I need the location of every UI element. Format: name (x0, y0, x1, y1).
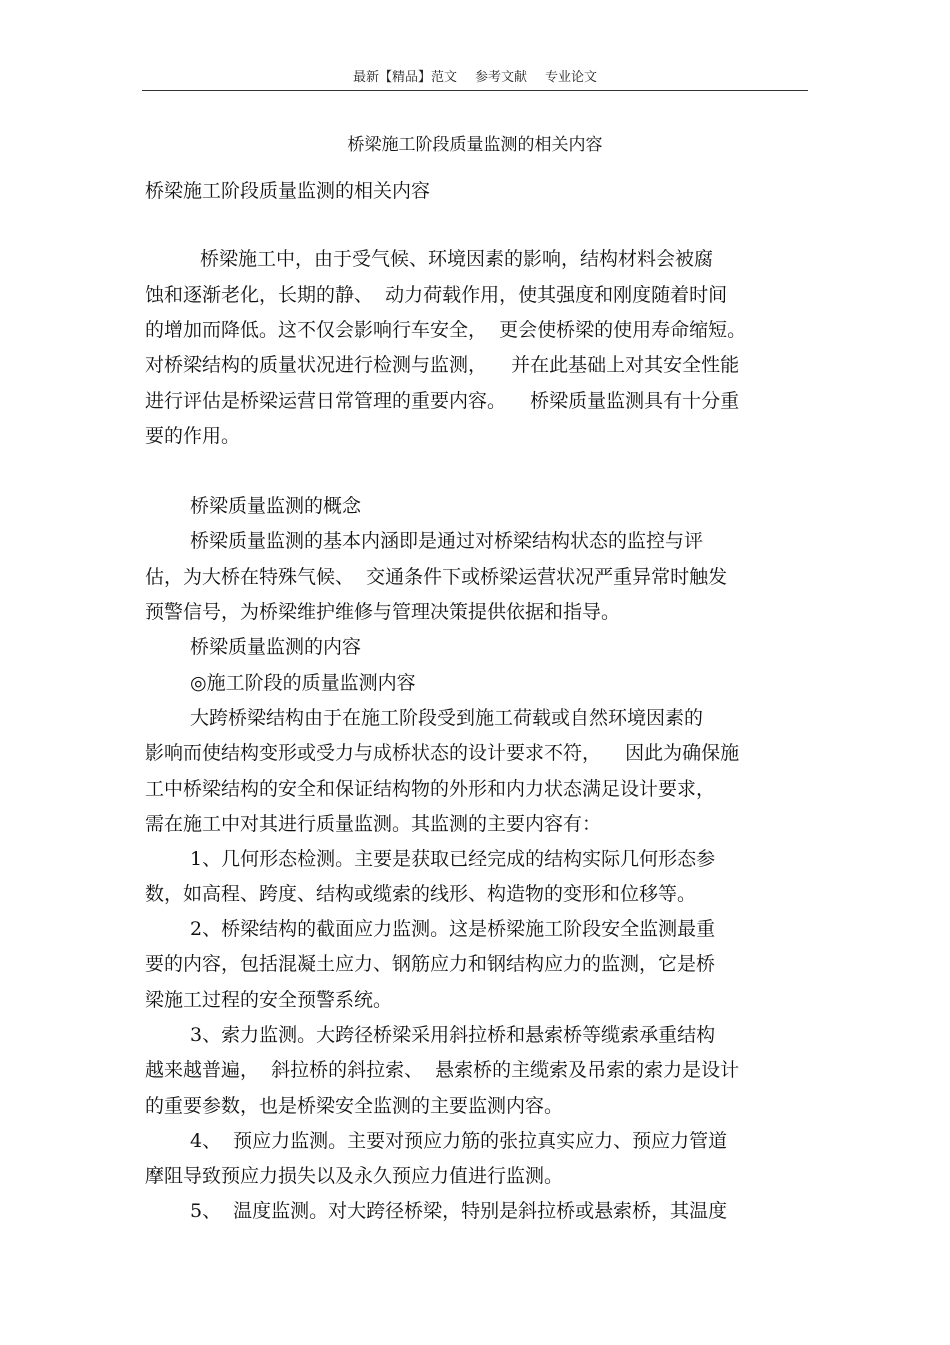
body-line: 需在施工中对其进行质量监测。其监测的主要内容有： (145, 813, 602, 835)
body-line: 摩阻导致预应力损失以及永久预应力值进行监测。 (145, 1165, 564, 1187)
list-item-prestress: 4、 预应力监测。主要对预应力筋的张拉真实应力、预应力管道 (190, 1130, 728, 1152)
body-line: 的重要参数，也是桥梁安全监测的主要监测内容。 (145, 1095, 564, 1117)
body-line: 要的内容，包括混凝土应力、钢筋应力和钢结构应力的监测，它是桥 (145, 953, 716, 975)
body-line: 预警信号，为桥梁维护维修与管理决策提供依据和指导。 (145, 601, 621, 623)
list-item-temperature: 5、 温度监测。对大跨径桥梁，特别是斜拉桥或悬索桥，其温度 (190, 1200, 728, 1222)
body-line: 要的作用。 (145, 425, 241, 447)
body-line: 梁施工过程的安全预警系统。 (145, 989, 393, 1011)
header-item-references: 参考文献 (474, 70, 527, 85)
list-item-cable-force: 3、索力监测。大跨径桥梁采用斜拉桥和悬索桥等缆索承重结构 (190, 1024, 716, 1046)
body-line: 越来越普遍， 斜拉桥的斜拉索、 悬索桥的主缆索及吊索的索力是设计 (145, 1059, 740, 1081)
body-line: 桥梁施工中，由于受气候、环境因素的影响，结构材料会被腐 (200, 248, 714, 270)
section-heading-content: 桥梁质量监测的内容 (190, 636, 362, 658)
body-line: 影响而使结构变形或受力与成桥状态的设计要求不符， 因此为确保施 (145, 742, 740, 764)
body-line: 进行评估是桥梁运营日常管理的重要内容。 桥梁质量监测具有十分重 (145, 390, 740, 412)
body-line: 对桥梁结构的质量状况进行检测与监测， 并在此基础上对其安全性能 (145, 354, 740, 376)
document-subtitle: 桥梁施工阶段质量监测的相关内容 (145, 180, 431, 202)
body-line: 估，为大桥在特殊气候、 交通条件下或桥梁运营状况严重异常时触发 (145, 566, 728, 588)
section-heading-construction-stage: ◎施工阶段的质量监测内容 (190, 672, 416, 694)
body-line: 数，如高程、跨度、结构或缆索的线形、构造物的变形和位移等。 (145, 883, 697, 905)
page-header (0, 66, 950, 85)
body-line: 的增加而降低。这不仅会影响行车安全， 更会使桥梁的使用寿命缩短。 (145, 319, 747, 341)
header-divider (142, 90, 808, 91)
body-line: 桥梁质量监测的基本内涵即是通过对桥梁结构状态的监控与评 (190, 530, 704, 552)
body-line: 蚀和逐渐老化，长期的静、 动力荷载作用，使其强度和刚度随着时间 (145, 284, 728, 306)
list-item-geometry: 1、几何形态检测。主要是获取已经完成的结构实际几何形态参 (190, 848, 716, 870)
body-line: 工中桥梁结构的安全和保证结构物的外形和内力状态满足设计要求， (145, 778, 716, 800)
list-item-stress: 2、桥梁结构的截面应力监测。这是桥梁施工阶段安全监测最重 (190, 918, 716, 940)
header-item-latest-fine: 最新【精品】范文 (352, 70, 457, 85)
header-item-professional-papers: 专业论文 (545, 70, 598, 85)
body-line: 大跨桥梁结构由于在施工阶段受到施工荷载或自然环境因素的 (190, 707, 704, 729)
document-title: 桥梁施工阶段质量监测的相关内容 (347, 135, 603, 155)
section-heading-concept: 桥梁质量监测的概念 (190, 495, 362, 517)
